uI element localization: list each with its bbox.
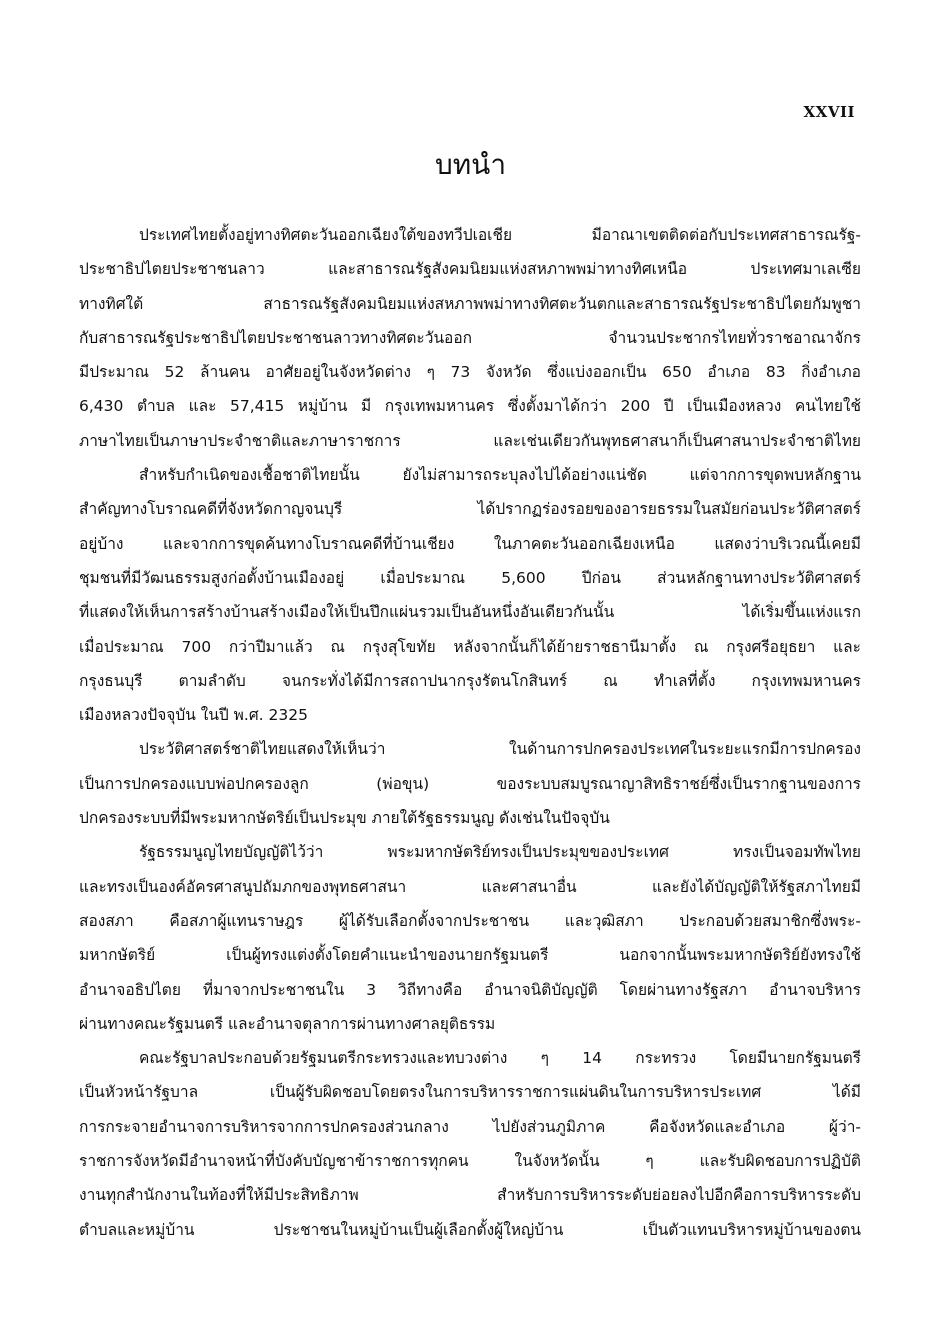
text-line: รัฐธรรมนูญไทยบัญญัติไว้ว่า พระมหากษัตริย์ทรงเป็นประมุขของประเทศ ทรงเป็นจอมทัพไทย [139, 843, 861, 862]
text-line: อยู่บ้าง และจากการขุดค้นทางโบราณคดีที่บ้านเชียง ในภาคตะวันออกเฉียงเหนือ แสดงว่าบริเวณนี้เคยมี [79, 534, 861, 553]
text-line: กรุงธนบุรี ตามลำดับ จนกระทั่งได้มีการสถาปนากรุงรัตนโกสินทร์ ณ ทำเลที่ตั้ง กรุงเทพมหานคร [79, 671, 861, 690]
text-line: การกระจายอำนาจการบริหารจากการปกครองส่วนกลาง ไปยังส่วนภูมิภาค คือจังหวัดและอำเภอ ผู้ว่า- [79, 1117, 861, 1136]
text-line: กับสาธารณรัฐประชาธิปไตยประชาชนลาวทางทิศตะวันออก จำนวนประชากรไทยทั่วราชอาณาจักร [79, 328, 861, 347]
text-line: มหากษัตริย์ เป็นผู้ทรงแต่งตั้งโดยคำแนะนำของนายกรัฐมนตรี นอกจากนั้นพระมหากษัตริย์ยังทรงใช้ [79, 946, 861, 965]
text-line: ภาษาไทยเป็นภาษาประจำชาติและภาษาราชการ และเช่นเดียวกันพุทธศาสนาก็เป็นศาสนาประจำชาติไทย [79, 431, 861, 450]
text-line: สองสภา คือสภาผู้แทนราษฎร ผู้ได้รับเลือกตั้งจากประชาชน และวุฒิสภา ประกอบด้วยสมาชิกซึ่งพระ- [79, 911, 861, 930]
text-line: ประชาธิปไตยประชาชนลาว และสาธารณรัฐสังคมนิยมแห่งสหภาพพม่าทางทิศเหนือ ประเทศมาเลเซีย [79, 260, 861, 279]
body-text [79, 218, 861, 1247]
text-line: สำคัญทางโบราณคดีที่จังหวัดกาญจนบุรี ได้ปรากฏร่องรอยของอารยธรรมในสมัยก่อนประวัติศาสตร์ [79, 500, 861, 519]
text-line: เป็นหัวหน้ารัฐบาล เป็นผู้รับผิดชอบโดยตรงในการบริหารราชการแผ่นดินในการบริหารประเทศ ได้มี [79, 1083, 861, 1102]
page-title: บทนำ [434, 148, 507, 181]
text-line: 6,430 ตำบล และ 57,415 หมู่บ้าน มี กรุงเทพมหานคร ซึ่งตั้งมาได้กว่า 200 ปี เป็นเมืองหลวง คนไทยใช้ [79, 397, 861, 416]
paragraph [79, 835, 861, 1041]
paragraph [79, 1041, 861, 1247]
text-line: ผ่านทางคณะรัฐมนตรี และอำนาจตุลาการผ่านทางศาลยุติธรรม [79, 1014, 496, 1033]
text-line: ปกครองระบบที่มีพระมหากษัตริย์เป็นประมุข ภายใต้รัฐธรรมนูญ ดังเช่นในปัจจุบัน [79, 809, 610, 828]
text-line: เมื่อประมาณ 700 กว่าปีมาแล้ว ณ กรุงสุโขทัย หลังจากนั้นก็ได้ย้ายราชธานีมาตั้ง ณ กรุงศรีอยุธยา และ [79, 637, 861, 656]
text-line: เป็นการปกครองแบบพ่อปกครองลูก (พ่อขุน) ของระบบสมบูรณาญาสิทธิราชย์ซึ่งเป็นรากฐานของการ [79, 774, 861, 793]
text-line: งานทุกสำนักงานในท้องที่ให้มีประสิทธิภาพ สำหรับการบริหารระดับย่อยลงไปอีกคือการบริหารระดับ [79, 1186, 861, 1205]
text-line: เมืองหลวงปัจจุบัน ในปี พ.ศ. 2325 [79, 706, 308, 725]
text-line: ประวัติศาสตร์ชาติไทยแสดงให้เห็นว่า ในด้านการปกครองประเทศในระยะแรกมีการปกครอง [139, 740, 861, 759]
text-line: มีประมาณ 52 ล้านคน อาศัยอยู่ในจังหวัดต่าง ๆ 73 จังหวัด ซึ่งแบ่งออกเป็น 650 อำเภอ 83 กิ่งอำเภอ [79, 363, 861, 382]
text-line: สำหรับกำเนิดของเชื้อชาติไทยนั้น ยังไม่สามารถระบุลงไปได้อย่างแน่ชัด แต่จากการขุดพบหลักฐาน [139, 466, 861, 485]
paragraph [79, 458, 861, 732]
page-number: XXVII [803, 103, 855, 121]
text-line: ที่แสดงให้เห็นการสร้างบ้านสร้างเมืองให้เป็นปึกแผ่นรวมเป็นอันหนึ่งอันเดียวกันนั้น ได้เริ่มขึ้นแห่งแรก [79, 603, 861, 622]
text-line: ราชการจังหวัดมีอำนาจหน้าที่บังคับบัญชาข้าราชการทุกคน ในจังหวัดนั้น ๆ และรับผิดชอบการปฏิบัติ [79, 1152, 861, 1171]
text-line: อำนาจอธิปไตย ที่มาจากประชาชนใน 3 วิถีทางคือ อำนาจนิติบัญญัติ โดยผ่านทางรัฐสภา อำนาจบริหาร [79, 980, 861, 999]
text-line: ทางทิศใต้ สาธารณรัฐสังคมนิยมแห่งสหภาพพม่าทางทิศตะวันตกและสาธารณรัฐประชาธิปไตยกัมพูชา [79, 294, 861, 313]
paragraph [79, 732, 861, 835]
text-line: ประเทศไทยตั้งอยู่ทางทิศตะวันออกเฉียงใต้ของทวีปเอเชีย มีอาณาเขตติดต่อกับประเทศสาธารณรัฐ- [139, 226, 861, 244]
text-line: ตำบลและหมู่บ้าน ประชาชนในหมู่บ้านเป็นผู้เลือกตั้งผู้ใหญ่บ้าน เป็นตัวแทนบริหารหมู่บ้านของตน [79, 1220, 861, 1239]
paragraph [79, 218, 861, 458]
text-line: คณะรัฐบาลประกอบด้วยรัฐมนตรีกระทรวงและทบวงต่าง ๆ 14 กระทรวง โดยมีนายกรัฐมนตรี [139, 1049, 861, 1068]
text-line: ชุมชนที่มีวัฒนธรรมสูงก่อตั้งบ้านเมืองอยู่ เมื่อประมาณ 5,600 ปีก่อน ส่วนหลักฐานทางประวัติศาสตร์ [79, 568, 861, 587]
text-line: และทรงเป็นองค์อัครศาสนูปถัมภกของพุทธศาสนา และศาสนาอื่น และยังได้บัญญัติให้รัฐสภาไทยมี [79, 877, 861, 896]
